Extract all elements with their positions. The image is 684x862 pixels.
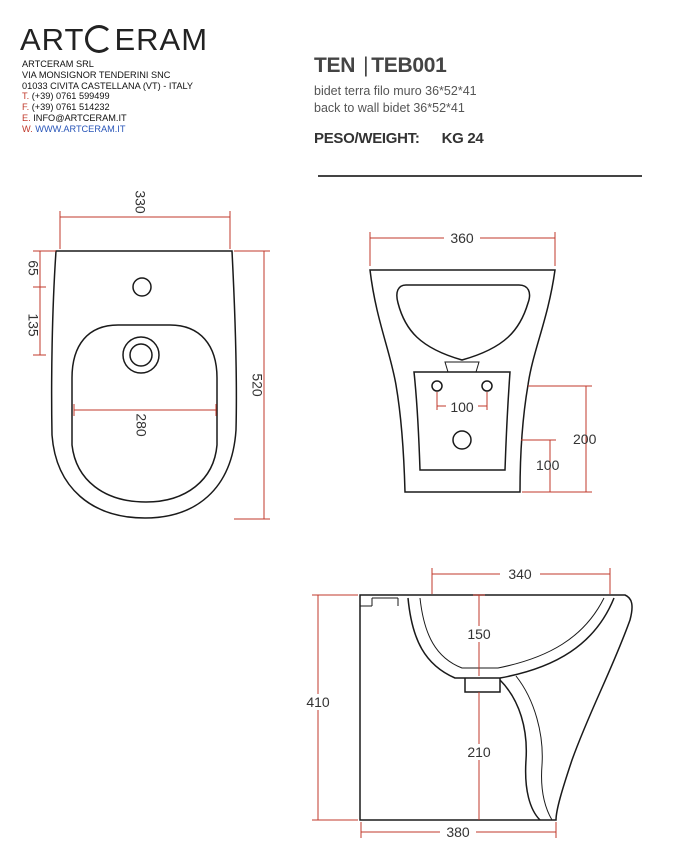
side-view-bowl-outer xyxy=(408,598,614,678)
product-desc-it: bidet terra filo muro 36*52*41 xyxy=(314,84,477,98)
dim-label-100-height: 100 xyxy=(536,457,560,473)
dim-label-280: 280 xyxy=(133,413,150,437)
front-view-basin xyxy=(397,285,530,360)
top-view-outline xyxy=(52,251,237,518)
front-view-inner-panel xyxy=(414,372,510,470)
product-series: TEN xyxy=(314,54,356,77)
dim-label-340: 340 xyxy=(508,566,532,582)
dim-label-360: 360 xyxy=(450,230,474,246)
dim-label-65: 65 xyxy=(25,260,42,276)
web-line: W. WWW.ARTCERAM.IT xyxy=(22,123,126,134)
side-view-trap xyxy=(500,680,540,820)
dim-label-380: 380 xyxy=(446,824,470,840)
front-drain-hole xyxy=(453,431,471,449)
tap-hole xyxy=(133,278,151,296)
top-view xyxy=(25,190,270,519)
dim-label-410: 410 xyxy=(306,694,330,710)
dim-label-135: 135 xyxy=(25,313,42,337)
dim-label-210: 210 xyxy=(467,744,491,760)
fax-line: F. (+39) 0761 514232 xyxy=(22,102,110,113)
side-view-bowl-inner xyxy=(420,598,604,668)
address-line-1: VIA MONSIGNOR TENDERINI SNC xyxy=(22,69,171,80)
side-view-outline xyxy=(360,595,632,820)
weight-label: PESO/WEIGHT: xyxy=(314,130,420,147)
product-desc-en: back to wall bidet 36*52*41 xyxy=(314,101,465,115)
brand-logo: ART ERAM xyxy=(20,22,209,57)
side-view xyxy=(300,566,632,840)
phone-line: T. (+39) 0761 599499 xyxy=(22,91,110,102)
front-view xyxy=(370,230,597,492)
dim-label-520: 520 xyxy=(249,373,266,397)
fixing-hole-right xyxy=(482,381,492,391)
drain-inner xyxy=(130,344,152,366)
dim-label-200: 200 xyxy=(573,431,597,447)
side-view-drain xyxy=(465,678,500,692)
email-line: E. INFO@ARTCERAM.IT xyxy=(22,112,127,123)
dim-label-100-holes: 100 xyxy=(450,399,474,415)
fixing-hole-left xyxy=(432,381,442,391)
company-name: ARTCERAM SRL xyxy=(22,59,94,69)
product-code: TEB001 xyxy=(371,54,447,77)
weight-value: KG 24 xyxy=(441,130,484,147)
dim-label-330: 330 xyxy=(132,190,149,214)
front-view-drain-slot xyxy=(445,362,479,372)
drain-outer xyxy=(123,337,159,373)
product-title: TEN | TEB001 xyxy=(314,54,447,77)
address-line-2: 01033 CIVITA CASTELLANA (VT) - ITALY xyxy=(22,80,194,91)
dim-label-150: 150 xyxy=(467,626,491,642)
